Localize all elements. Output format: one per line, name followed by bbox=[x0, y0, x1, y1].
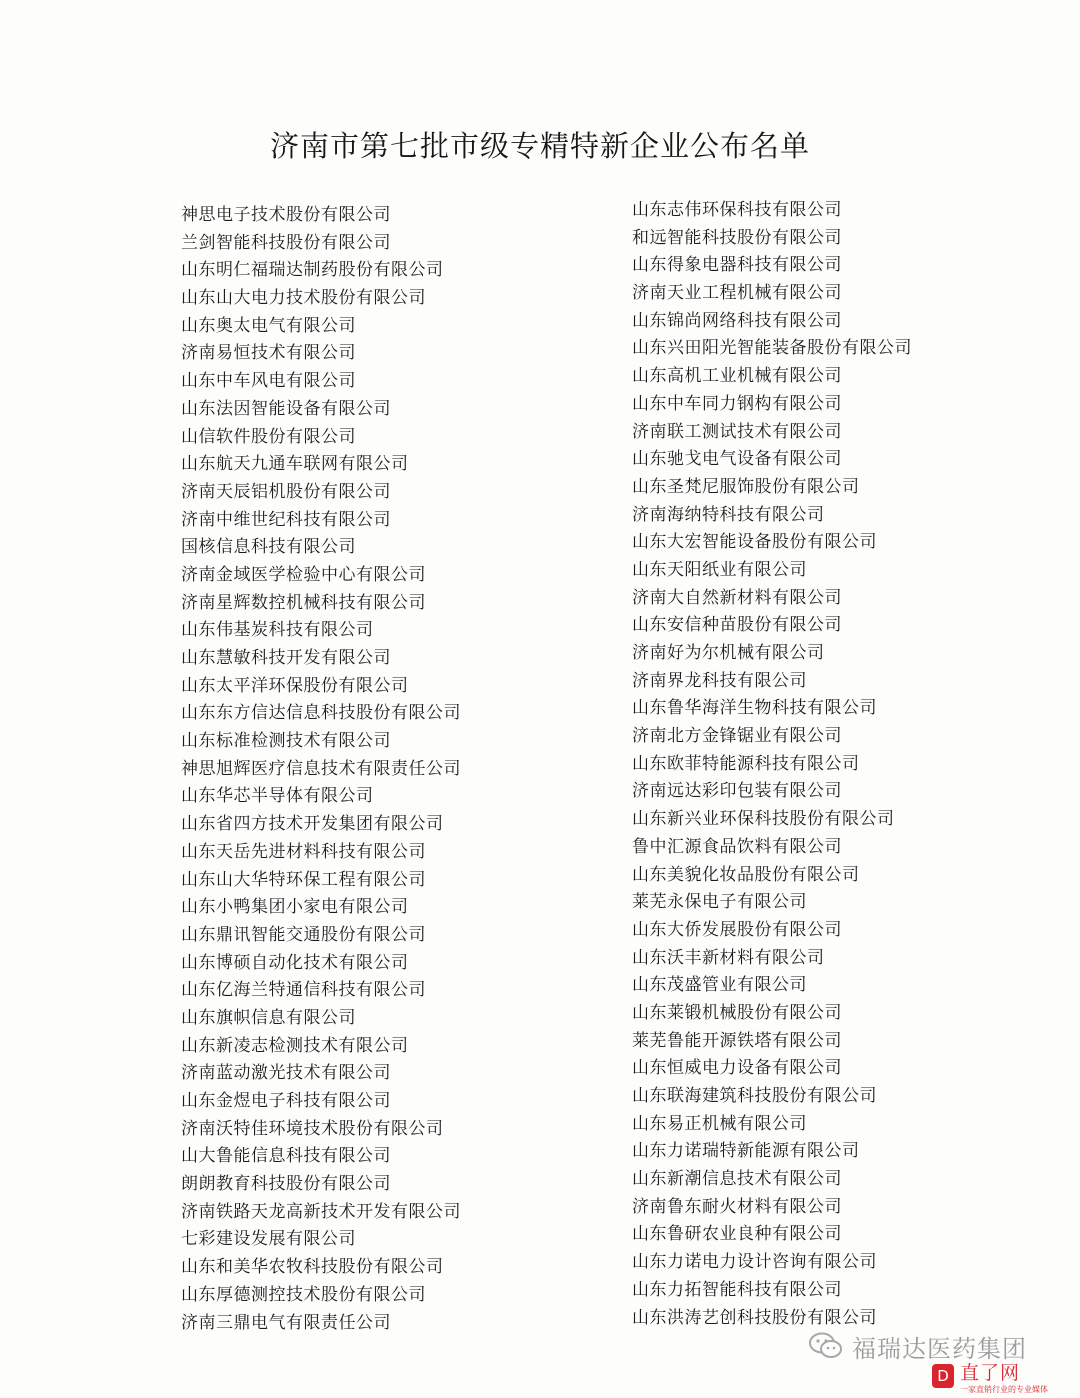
company-item: 山东旗帜信息有限公司 bbox=[181, 1007, 356, 1028]
company-item: 山东联海建筑科技股份有限公司 bbox=[632, 1086, 877, 1106]
company-item: 山东明仁福瑞达制药股份有限公司 bbox=[181, 260, 444, 281]
brand-name: 直了网 bbox=[960, 1362, 1021, 1384]
company-item: 山东美貌化妆品股份有限公司 bbox=[632, 864, 860, 885]
company-item: 山东华芯半导体有限公司 bbox=[181, 786, 374, 807]
company-item: 山东鲁研农业良种有限公司 bbox=[632, 1224, 842, 1245]
company-item: 山东驰戈电气设备有限公司 bbox=[632, 449, 842, 470]
company-item: 山东中车风电有限公司 bbox=[181, 371, 356, 392]
company-item: 山东和美华农牧科技股份有限公司 bbox=[181, 1257, 444, 1278]
wechat-icon bbox=[808, 1331, 844, 1361]
company-item: 山东太平洋环保股份有限公司 bbox=[181, 675, 409, 696]
company-item: 山东伟基炭科技有限公司 bbox=[181, 620, 374, 641]
brand-slogan: 一家直销行业的专业媒体 bbox=[960, 1385, 1048, 1394]
company-item: 济南天辰铝机股份有限公司 bbox=[181, 481, 391, 502]
brand-logo-icon: D bbox=[932, 1364, 954, 1388]
brand-watermark bbox=[932, 1362, 1048, 1396]
company-item: 山东天阳纸业有限公司 bbox=[632, 559, 807, 580]
company-item: 济南星辉数控机械科技有限公司 bbox=[181, 592, 426, 613]
company-item: 山东欧菲特能源科技有限公司 bbox=[632, 753, 860, 774]
company-item: 山东小鸭集团小家电有限公司 bbox=[181, 897, 409, 918]
company-item: 济南三鼎电气有限责任公司 bbox=[181, 1312, 391, 1333]
company-item: 山东得象电器科技有限公司 bbox=[632, 255, 842, 276]
company-item: 七彩建设发展有限公司 bbox=[181, 1229, 356, 1250]
company-item: 山东中车同力钢构有限公司 bbox=[632, 393, 842, 414]
company-list-right bbox=[632, 197, 912, 1332]
company-item: 济南中维世纪科技有限公司 bbox=[181, 509, 391, 530]
company-item: 神思旭辉医疗信息技术有限责任公司 bbox=[181, 758, 461, 779]
company-item: 山东山大电力技术股份有限公司 bbox=[181, 288, 426, 309]
company-item: 济南界龙科技有限公司 bbox=[632, 670, 807, 691]
company-item: 山东力诺瑞特新能源有限公司 bbox=[632, 1141, 860, 1162]
company-item: 山东标准检测技术有限公司 bbox=[181, 731, 391, 752]
company-item: 济南海纳特科技有限公司 bbox=[632, 504, 825, 525]
company-item: 山东锦尚网络科技有限公司 bbox=[632, 310, 842, 331]
company-item: 山东洪涛艺创科技股份有限公司 bbox=[632, 1307, 877, 1328]
wechat-watermark bbox=[808, 1326, 1027, 1366]
company-item: 山东志伟环保科技有限公司 bbox=[632, 200, 842, 220]
company-item: 山东新潮信息技术有限公司 bbox=[632, 1169, 842, 1190]
company-item: 山东易正机械有限公司 bbox=[632, 1113, 807, 1134]
company-item: 山东山大华特环保工程有限公司 bbox=[181, 869, 426, 890]
company-item: 莱芜鲁能开源铁塔有限公司 bbox=[632, 1030, 842, 1051]
company-item: 国核信息科技有限公司 bbox=[181, 537, 356, 558]
company-item: 兰剑智能科技股份有限公司 bbox=[181, 232, 391, 253]
company-item: 朗朗教育科技股份有限公司 bbox=[181, 1174, 391, 1195]
company-item: 山东莱锻机械股份有限公司 bbox=[632, 1002, 842, 1023]
company-item: 山东金煜电子科技有限公司 bbox=[181, 1091, 391, 1111]
company-list-left bbox=[181, 202, 461, 1337]
company-item: 济南远达彩印包装有限公司 bbox=[632, 781, 842, 802]
watermark-text: 福瑞达医药集团 bbox=[852, 1334, 1027, 1363]
company-item: 山东新凌志检测技术有限公司 bbox=[181, 1035, 409, 1056]
company-item: 神思电子技术股份有限公司 bbox=[181, 205, 391, 225]
company-item: 济南联工测试技术有限公司 bbox=[632, 421, 842, 442]
company-item: 山东鼎讯智能交通股份有限公司 bbox=[181, 924, 426, 945]
company-item: 山东力拓智能科技有限公司 bbox=[632, 1279, 842, 1300]
company-item: 济南鲁东耐火材料有限公司 bbox=[632, 1196, 842, 1217]
company-item: 山东厚德测控技术股份有限公司 bbox=[181, 1284, 426, 1305]
company-item: 莱芜永保电子有限公司 bbox=[632, 892, 807, 913]
company-item: 济南金域医学检验中心有限公司 bbox=[181, 564, 426, 585]
company-item: 济南蓝动激光技术有限公司 bbox=[181, 1063, 391, 1084]
company-item: 山东东方信达信息科技股份有限公司 bbox=[181, 703, 461, 724]
company-item: 济南易恒技术有限公司 bbox=[181, 343, 356, 364]
company-item: 山东沃丰新材料有限公司 bbox=[632, 947, 825, 968]
company-item: 济南北方金锋锯业有限公司 bbox=[632, 726, 842, 747]
company-item: 济南铁路天龙高新技术开发有限公司 bbox=[181, 1201, 461, 1222]
company-item: 山东法因智能设备有限公司 bbox=[181, 398, 391, 419]
company-item: 和远智能科技股份有限公司 bbox=[632, 227, 842, 248]
company-item: 山东慧敏科技开发有限公司 bbox=[181, 648, 391, 668]
company-item: 山信软件股份有限公司 bbox=[181, 426, 356, 447]
company-item: 山东天岳先进材料科技有限公司 bbox=[181, 841, 426, 862]
company-item: 济南大自然新材料有限公司 bbox=[632, 587, 842, 608]
company-item: 山大鲁能信息科技有限公司 bbox=[181, 1146, 391, 1167]
company-item: 山东高机工业机械有限公司 bbox=[632, 366, 842, 387]
company-item: 山东博硕自动化技术有限公司 bbox=[181, 952, 409, 973]
company-item: 济南天业工程机械有限公司 bbox=[632, 283, 842, 304]
company-item: 山东亿海兰特通信科技有限公司 bbox=[181, 980, 426, 1001]
company-item: 鲁中汇源食品饮料有限公司 bbox=[632, 836, 842, 857]
company-item: 山东圣梵尼服饰股份有限公司 bbox=[632, 476, 860, 497]
company-item: 山东新兴业环保科技股份有限公司 bbox=[632, 809, 895, 830]
company-item: 山东力诺电力设计咨询有限公司 bbox=[632, 1252, 877, 1273]
company-item: 济南沃特佳环境技术股份有限公司 bbox=[181, 1118, 444, 1139]
company-item: 山东省四方技术开发集团有限公司 bbox=[181, 814, 444, 835]
company-item: 山东恒威电力设备有限公司 bbox=[632, 1058, 842, 1079]
company-item: 山东兴田阳光智能装备股份有限公司 bbox=[632, 338, 912, 359]
company-item: 山东茂盛管业有限公司 bbox=[632, 975, 807, 996]
company-item: 济南好为尔机械有限公司 bbox=[632, 643, 825, 663]
company-item: 山东大宏智能设备股份有限公司 bbox=[632, 532, 877, 553]
document-title: 济南市第七批市级专精特新企业公布名单 bbox=[269, 129, 810, 163]
company-item: 山东奥太电气有限公司 bbox=[181, 315, 356, 336]
company-item: 山东安信种苗股份有限公司 bbox=[632, 615, 842, 636]
company-item: 山东大侨发展股份有限公司 bbox=[632, 919, 842, 940]
company-item: 山东航天九通车联网有限公司 bbox=[181, 454, 409, 475]
company-item: 山东鲁华海洋生物科技有限公司 bbox=[632, 698, 877, 719]
